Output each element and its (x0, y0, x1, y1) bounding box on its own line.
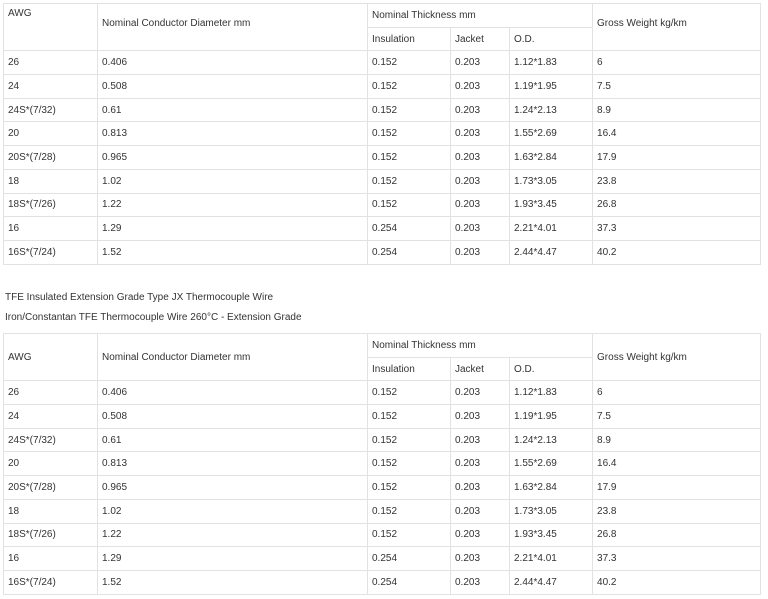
cell-insulation: 0.152 (368, 146, 451, 170)
header-insulation: Insulation (368, 357, 451, 381)
table-row (4, 499, 761, 523)
cell-od: 1.73*3.05 (510, 169, 593, 193)
cell-awg: 24 (4, 405, 98, 429)
header-jacket: Jacket (451, 27, 510, 51)
cell-weight: 40.2 (593, 240, 761, 264)
cell-awg: 24 (4, 75, 98, 99)
table-row (4, 51, 761, 75)
spec-table-1 (3, 3, 761, 265)
cell-jacket: 0.203 (451, 452, 510, 476)
table-row (4, 523, 761, 547)
cell-awg: 18S*(7/26) (4, 193, 98, 217)
cell-diameter: 1.29 (98, 547, 368, 571)
cell-awg: 24S*(7/32) (4, 428, 98, 452)
table-row (4, 146, 761, 170)
header-insulation: Insulation (368, 27, 451, 51)
cell-insulation: 0.152 (368, 51, 451, 75)
table-body-1 (4, 4, 761, 265)
cell-od: 2.44*4.47 (510, 570, 593, 594)
cell-weight: 16.4 (593, 122, 761, 146)
table-row (4, 98, 761, 122)
cell-od: 1.24*2.13 (510, 98, 593, 122)
cell-insulation: 0.152 (368, 452, 451, 476)
cell-awg: 16S*(7/24) (4, 570, 98, 594)
cell-jacket: 0.203 (451, 428, 510, 452)
cell-od: 1.19*1.95 (510, 405, 593, 429)
table-row (4, 570, 761, 594)
table-row (4, 122, 761, 146)
cell-insulation: 0.152 (368, 75, 451, 99)
table-row (4, 476, 761, 500)
cell-weight: 26.8 (593, 193, 761, 217)
cell-jacket: 0.203 (451, 547, 510, 571)
cell-diameter: 0.813 (98, 452, 368, 476)
cell-insulation: 0.152 (368, 193, 451, 217)
cell-jacket: 0.203 (451, 122, 510, 146)
cell-weight: 23.8 (593, 169, 761, 193)
cell-insulation: 0.152 (368, 523, 451, 547)
cell-jacket: 0.203 (451, 381, 510, 405)
cell-jacket: 0.203 (451, 570, 510, 594)
cell-awg: 20S*(7/28) (4, 146, 98, 170)
header-awg: AWG (4, 334, 98, 381)
cell-od: 1.93*3.45 (510, 193, 593, 217)
header-row-top (4, 4, 761, 28)
cell-diameter: 1.29 (98, 217, 368, 241)
header-jacket: Jacket (451, 357, 510, 381)
header-od: O.D. (510, 27, 593, 51)
header-od: O.D. (510, 357, 593, 381)
cell-insulation: 0.152 (368, 381, 451, 405)
cell-awg: 24S*(7/32) (4, 98, 98, 122)
cell-od: 1.63*2.84 (510, 476, 593, 500)
cell-diameter: 0.508 (98, 405, 368, 429)
spec-table-2 (3, 333, 761, 595)
cell-weight: 7.5 (593, 75, 761, 99)
cell-awg: 20 (4, 452, 98, 476)
cell-od: 2.21*4.01 (510, 217, 593, 241)
header-thickness: Nominal Thickness mm (368, 4, 593, 28)
cell-weight: 37.3 (593, 217, 761, 241)
cell-diameter: 1.52 (98, 240, 368, 264)
cell-diameter: 0.61 (98, 98, 368, 122)
cell-insulation: 0.152 (368, 169, 451, 193)
cell-weight: 17.9 (593, 476, 761, 500)
header-diameter: Nominal Conductor Diameter mm (98, 334, 368, 381)
cell-awg: 18 (4, 169, 98, 193)
cell-jacket: 0.203 (451, 146, 510, 170)
cell-diameter: 0.813 (98, 122, 368, 146)
cell-jacket: 0.203 (451, 75, 510, 99)
section-subtitle: Iron/Constantan TFE Thermocouple Wire 260°C - Extension Grade (5, 312, 302, 323)
cell-jacket: 0.203 (451, 240, 510, 264)
cell-insulation: 0.254 (368, 547, 451, 571)
table-row (4, 428, 761, 452)
cell-od: 1.55*2.69 (510, 452, 593, 476)
cell-insulation: 0.254 (368, 570, 451, 594)
cell-od: 1.73*3.05 (510, 499, 593, 523)
cell-awg: 16S*(7/24) (4, 240, 98, 264)
cell-diameter: 1.22 (98, 193, 368, 217)
cell-jacket: 0.203 (451, 193, 510, 217)
table-row (4, 217, 761, 241)
cell-weight: 26.8 (593, 523, 761, 547)
cell-diameter: 0.965 (98, 146, 368, 170)
cell-od: 2.21*4.01 (510, 547, 593, 571)
table-row (4, 240, 761, 264)
cell-od: 1.12*1.83 (510, 381, 593, 405)
cell-diameter: 1.22 (98, 523, 368, 547)
table-row (4, 381, 761, 405)
cell-awg: 16 (4, 547, 98, 571)
cell-od: 1.63*2.84 (510, 146, 593, 170)
table-row (4, 193, 761, 217)
cell-diameter: 1.02 (98, 169, 368, 193)
cell-diameter: 0.406 (98, 51, 368, 75)
cell-weight: 40.2 (593, 570, 761, 594)
cell-awg: 26 (4, 51, 98, 75)
cell-awg: 20 (4, 122, 98, 146)
cell-weight: 6 (593, 51, 761, 75)
cell-weight: 8.9 (593, 98, 761, 122)
cell-weight: 37.3 (593, 547, 761, 571)
cell-diameter: 1.52 (98, 570, 368, 594)
cell-weight: 16.4 (593, 452, 761, 476)
table-row (4, 547, 761, 571)
cell-weight: 8.9 (593, 428, 761, 452)
header-diameter: Nominal Conductor Diameter mm (98, 4, 368, 51)
header-row-top (4, 334, 761, 358)
cell-od: 2.44*4.47 (510, 240, 593, 264)
table-row (4, 75, 761, 99)
cell-diameter: 0.61 (98, 428, 368, 452)
cell-jacket: 0.203 (451, 98, 510, 122)
cell-jacket: 0.203 (451, 405, 510, 429)
cell-jacket: 0.203 (451, 476, 510, 500)
cell-awg: 16 (4, 217, 98, 241)
cell-diameter: 0.406 (98, 381, 368, 405)
table-row (4, 169, 761, 193)
header-weight: Gross Weight kg/km (593, 334, 761, 381)
table-body-2 (4, 334, 761, 595)
cell-weight: 17.9 (593, 146, 761, 170)
cell-insulation: 0.152 (368, 428, 451, 452)
cell-insulation: 0.152 (368, 476, 451, 500)
cell-od: 1.19*1.95 (510, 75, 593, 99)
cell-jacket: 0.203 (451, 169, 510, 193)
section-title: TFE Insulated Extension Grade Type JX Thermocouple Wire (5, 292, 274, 303)
cell-diameter: 0.965 (98, 476, 368, 500)
cell-insulation: 0.254 (368, 240, 451, 264)
cell-od: 1.55*2.69 (510, 122, 593, 146)
cell-od: 1.12*1.83 (510, 51, 593, 75)
cell-insulation: 0.152 (368, 499, 451, 523)
header-thickness: Nominal Thickness mm (368, 334, 593, 358)
cell-awg: 18S*(7/26) (4, 523, 98, 547)
cell-insulation: 0.152 (368, 405, 451, 429)
cell-od: 1.24*2.13 (510, 428, 593, 452)
cell-jacket: 0.203 (451, 217, 510, 241)
cell-jacket: 0.203 (451, 51, 510, 75)
cell-od: 1.93*3.45 (510, 523, 593, 547)
table-row (4, 452, 761, 476)
table-row (4, 405, 761, 429)
cell-weight: 23.8 (593, 499, 761, 523)
cell-awg: 18 (4, 499, 98, 523)
cell-weight: 7.5 (593, 405, 761, 429)
cell-diameter: 1.02 (98, 499, 368, 523)
cell-weight: 6 (593, 381, 761, 405)
cell-insulation: 0.152 (368, 122, 451, 146)
cell-jacket: 0.203 (451, 523, 510, 547)
cell-insulation: 0.152 (368, 98, 451, 122)
header-weight: Gross Weight kg/km (593, 4, 761, 51)
cell-diameter: 0.508 (98, 75, 368, 99)
cell-awg: 26 (4, 381, 98, 405)
cell-awg: 20S*(7/28) (4, 476, 98, 500)
cell-insulation: 0.254 (368, 217, 451, 241)
cell-jacket: 0.203 (451, 499, 510, 523)
header-awg: AWG (4, 4, 98, 51)
